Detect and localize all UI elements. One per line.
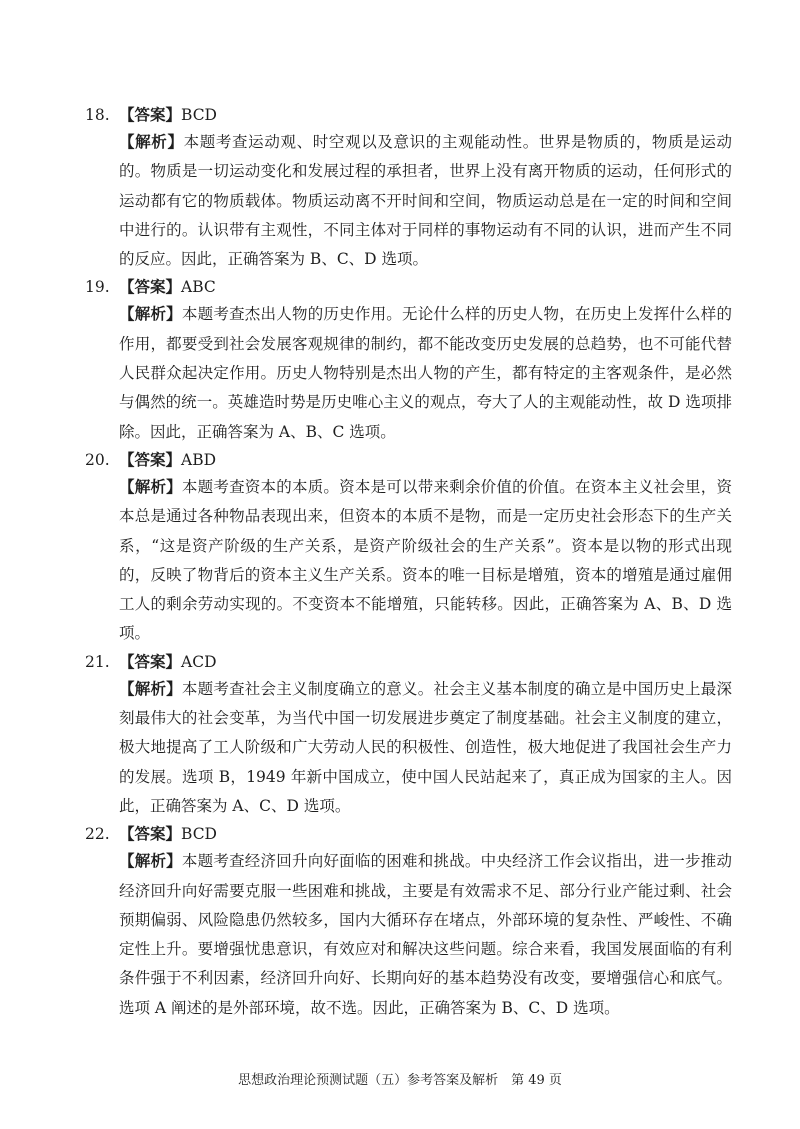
question-20 (85, 448, 732, 649)
analysis-tag: 【解析】 (119, 678, 182, 698)
answer-tag: 【答案】 (119, 824, 182, 844)
page-footer: 思想政治理论预测试题（五）参考答案及解析 第 49 页 (238, 1073, 562, 1088)
question-22 (85, 822, 732, 1023)
analysis-paragraph (119, 299, 732, 446)
analysis-text: 本题考查经济回升向好面临的困难和挑战。中央经济工作会议指出，进一步推动经济回升向好需要克服一些困难和挑战，主要是有效需求不足、部分行业产能过剩、社会预期偏弱、风险隐患仍然较多，国内大循环存在堵点，外部环境的复杂性、严峻性、不确定性上升。要增强忧患意识，有效应对和解决这些问题。综合来看，我国发展面临的有利条件强于不利因素，经济回升向好、长期向好的基本趋势没有改变，要增强信心和底气。选项 A 阐述的是外部环境，故不选。因此，正确答案为 B、C、D 选项。 (119, 852, 732, 1017)
analysis-tag: 【解析】 (119, 476, 182, 496)
answer-value: ABC (181, 278, 216, 297)
question-18 (85, 103, 732, 274)
analysis-text: 本题考查杰出人物的历史作用。无论什么样的历史人物，在历史上发挥什么样的作用，都要受到社会发展客观规律的制约，都不能改变历史发展的总趋势，也不可能代替人民群众起决定作用。历史人物特别是杰出人物的产生，都有特定的主客观条件，是必然与偶然的统一。英雄造时势是历史唯心主义的观点，夸大了人的主观能动性，故 D 选项排除。因此，正确答案为 A、B、C 选项。 (119, 305, 732, 441)
answer-tag: 【答案】 (119, 651, 182, 671)
answer-line (85, 103, 732, 127)
answer-tag: 【答案】 (119, 105, 182, 124)
question-number: 21. (85, 652, 110, 671)
question-19 (85, 275, 732, 446)
answer-line (85, 650, 732, 674)
answer-value: ACD (181, 652, 217, 671)
analysis-tag: 【解析】 (119, 132, 184, 151)
analysis-paragraph (119, 472, 732, 649)
question-number: 20. (85, 450, 110, 469)
question-number: 22. (85, 825, 110, 844)
analysis-paragraph (119, 127, 732, 274)
analysis-paragraph (119, 846, 732, 1023)
question-number: 19. (85, 278, 110, 297)
analysis-text: 本题考查资本的本质。资本是可以带来剩余价值的价值。在资本主义社会里，资本总是通过各种物品表现出来，但资本的本质不是物，而是一定历史社会形态下的生产关系，“这是资产阶级的生产关系，是资产阶级社会的生产关系”。资本是以物的形式出现的，反映了物背后的资本主义生产关系。资本的唯一目标是增殖，资本的增殖是通过雇佣工人的剩余劳动实现的。不变资本不能增殖，只能转移。因此，正确答案为 A、B、D 选项。 (119, 477, 732, 643)
answer-line (85, 448, 732, 472)
question-21 (85, 650, 732, 821)
answer-tag: 【答案】 (119, 449, 182, 469)
question-number: 18. (85, 106, 110, 124)
analysis-tag: 【解析】 (119, 851, 182, 871)
analysis-paragraph (119, 674, 732, 821)
answer-value: BCD (181, 106, 217, 124)
answer-line (85, 275, 732, 299)
analysis-tag: 【解析】 (119, 304, 182, 324)
analysis-text: 本题考查运动观、时空观以及意识的主观能动性。世界是物质的，物质是运动的。物质是一切运动变化和发展过程的承担者，世界上没有离开物质的运动，任何形式的运动都有它的物质载体。物质运动离不开时间和空间，物质运动总是在一定的时间和空间中进行的。认识带有主观性，不同主体对于同样的事物运动有不同的认识，进而产生不同的反应。因此，正确答案为 B、C、D 选项。 (119, 133, 732, 269)
analysis-text: 本题考查社会主义制度确立的意义。社会主义基本制度的确立是中国历史上最深刻最伟大的社会变革，为当代中国一切发展进步奠定了制度基础。社会主义制度的建立，极大地提高了工人阶级和广大劳动人民的积极性、创造性，极大地促进了我国社会生产力的发展。选项 B，1949 年新中国成立，使中国人民站起来了，真正成为国家的主人。因此，正确答案为 A、C、D 选项。 (119, 679, 732, 815)
answer-value: ABD (181, 450, 217, 469)
answer-value: BCD (181, 825, 217, 844)
answer-tag: 【答案】 (119, 277, 182, 297)
answer-line (85, 822, 732, 846)
